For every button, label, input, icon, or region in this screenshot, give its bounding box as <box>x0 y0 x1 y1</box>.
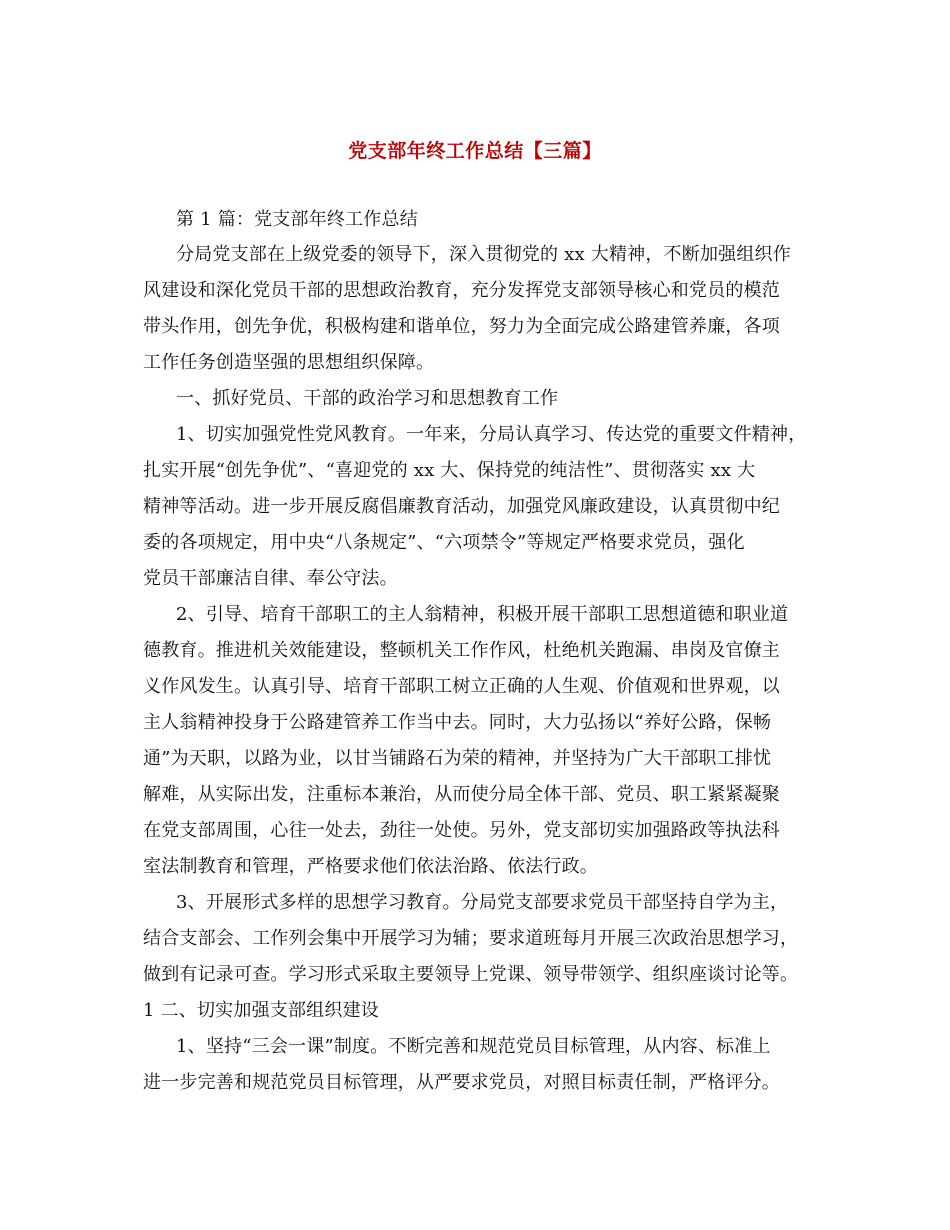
paragraph-line: 1、切实加强党性党风教育。一年来，分局认真学习、传达党的重要文件精神， <box>176 424 807 445</box>
paragraph-line: 解难，从实际出发，注重标本兼治，从而使分局全体干部、党员、职工紧紧凝聚 <box>143 784 780 805</box>
section-heading: 第 1 篇：党支部年终工作总结 <box>176 209 418 230</box>
paragraph-line: 扎实开展“创先争优”、“喜迎党的 xx 大、保持党的纯洁性”、贯彻落实 xx 大 <box>143 460 756 481</box>
section-heading: 1 二、切实加强支部组织建设 <box>143 1000 379 1021</box>
paragraph-line: 风建设和深化党员干部的思想政治教育，充分发挥党支部领导核心和党员的模范 <box>143 280 780 301</box>
paragraph-line: 党员干部廉洁自律、奉公守法。 <box>143 568 398 589</box>
paragraph-line: 在党支部周围，心往一处去，劲往一处使。另外，党支部切实加强路政等执法科 <box>143 820 780 841</box>
paragraph-line: 做到有记录可查。学习形式采取主要领导上党课、领导带领学、组织座谈讨论等。 <box>143 964 799 985</box>
paragraph-line: 进一步完善和规范党员目标管理，从严要求党员，对照目标责任制，严格评分。 <box>143 1072 780 1093</box>
paragraph-line: 主人翁精神投身于公路建管养工作当中去。同时，大力弘扬以“养好公路，保畅 <box>143 712 772 733</box>
paragraph-line: 义作风发生。认真引导、培育干部职工树立正确的人生观、价值观和世界观，以 <box>143 676 780 697</box>
paragraph-line: 结合支部会、工作列会集中开展学习为辅；要求道班每月开展三次政治思想学习， <box>143 928 799 949</box>
paragraph-line: 分局党支部在上级党委的领导下，深入贯彻党的 xx 大精神，不断加强组织作 <box>176 244 791 265</box>
paragraph-line: 通”为天职，以路为业，以甘当铺路石为荣的精神，并坚持为广大干部职工排忧 <box>143 748 772 769</box>
paragraph-line: 工作任务创造坚强的思想组织保障。 <box>143 352 435 373</box>
paragraph-line: 委的各项规定，用中央“八条规定”、“六项禁令”等规定严格要求党员，强化 <box>143 532 745 553</box>
paragraph-line: 带头作用，创先争优，积极构建和谐单位，努力为全面完成公路建管养廉，各项 <box>143 316 780 337</box>
paragraph-line: 1、坚持“三会一课”制度。不断完善和规范党员目标管理，从内容、标准上 <box>176 1036 771 1057</box>
paragraph-line: 德教育。推进机关效能建设，整顿机关工作作风，杜绝机关跑漏、串岗及官僚主 <box>143 640 780 661</box>
paragraph-line: 室法制教育和管理，严格要求他们依法治路、依法行政。 <box>143 856 598 877</box>
paragraph-line: 2、引导、培育干部职工的主人翁精神，积极开展干部职工思想道德和职业道 <box>176 604 789 625</box>
paragraph-line: 精神等活动。进一步开展反腐倡廉教育活动，加强党风廉政建设，认真贯彻中纪 <box>143 496 780 517</box>
paragraph-line: 3、开展形式多样的思想学习教育。分局党支部要求党员干部坚持自学为主， <box>176 892 789 913</box>
document-title: 党支部年终工作总结【三篇】 <box>348 140 602 162</box>
section-heading: 一、抓好党员、干部的政治学习和思想教育工作 <box>176 388 559 409</box>
